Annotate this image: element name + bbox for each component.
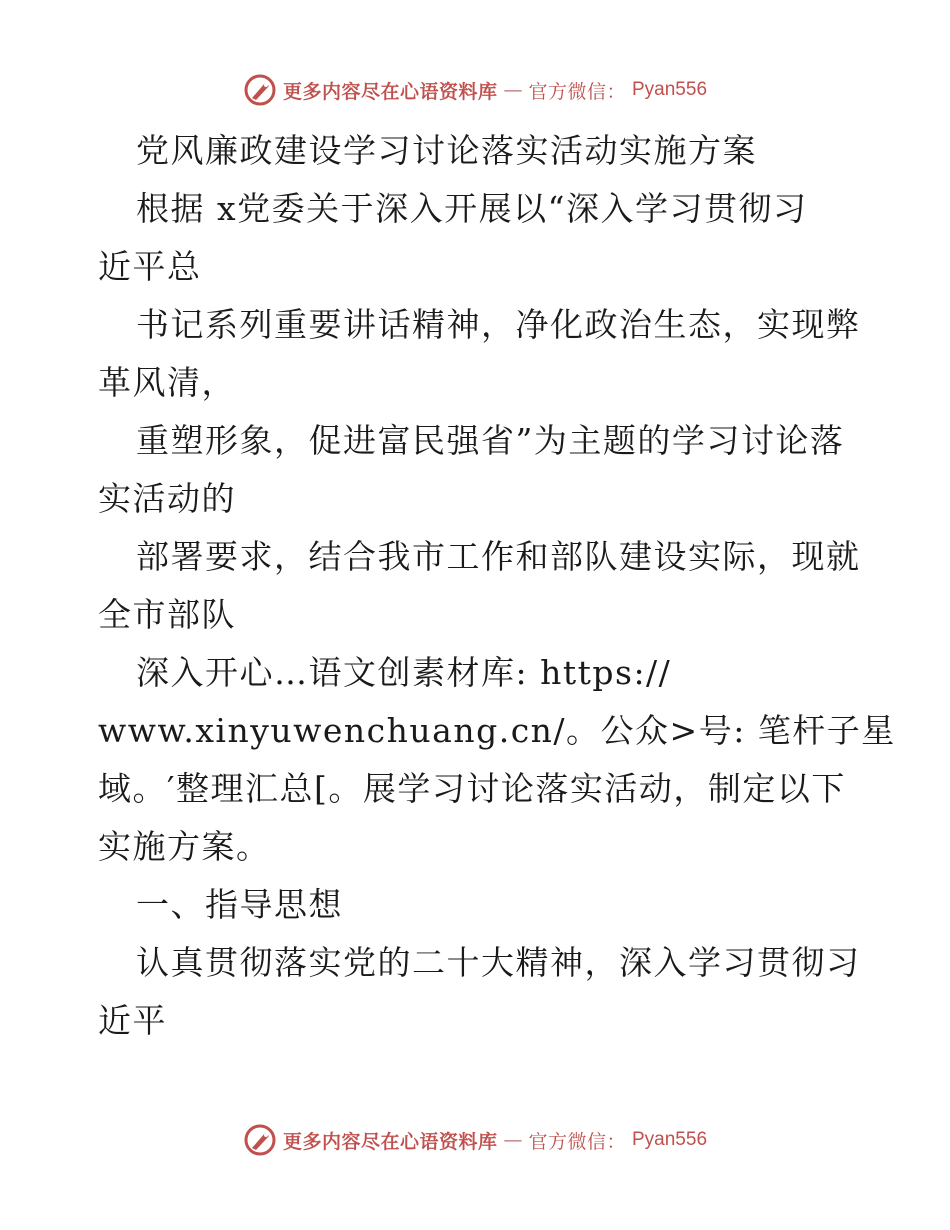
paragraph-line: 书记系列重要讲话精神，净化政治生态，实现弊	[136, 305, 861, 344]
paragraph-line: 域。′整理汇总[。展学习讨论落实活动，制定以下	[98, 769, 846, 808]
paragraph-line: 全市部队	[98, 595, 236, 634]
document-body	[98, 122, 896, 1050]
footer-banner	[0, 1120, 950, 1160]
pen-nib-logo-icon	[243, 73, 277, 107]
footer-account-label: 官方微信：	[528, 1130, 626, 1153]
paragraph-line: 部署要求，结合我市工作和部队建设实际，现就	[136, 537, 861, 576]
footer-separator: —	[503, 1129, 523, 1151]
document-title: 党风廉政建设学习讨论落实活动实施方案	[136, 131, 757, 170]
header-site-text: 更多内容尽在心语资料库	[282, 80, 498, 103]
paragraph-line: 革风清，	[98, 363, 236, 402]
header-account-id: Pyan556	[632, 79, 708, 100]
header-account-label: 官方微信：	[528, 80, 626, 103]
header-separator: —	[503, 79, 523, 101]
paragraph-line: www.xinyuwenchuang.cn/。公众>号: 笔杆子星	[98, 711, 896, 750]
header-banner	[0, 70, 950, 110]
footer-account-id: Pyan556	[632, 1129, 708, 1150]
paragraph-line: 认真贯彻落实党的二十大精神，深入学习贯彻习	[136, 943, 861, 982]
paragraph-line: 根据 x党委关于深入开展以“深入学习贯彻习	[136, 189, 808, 228]
paragraph-line: 近平总	[98, 247, 202, 286]
footer-site-text: 更多内容尽在心语资料库	[282, 1130, 498, 1153]
section-heading: 一、指导思想	[136, 885, 343, 924]
pen-nib-logo-icon	[243, 1123, 277, 1157]
paragraph-line: 实活动的	[98, 479, 236, 518]
paragraph-line: 近平	[98, 1001, 167, 1040]
paragraph-line: 深入开心…语文创素材库: https://	[136, 653, 672, 692]
paragraph-line: 重塑形象，促进富民强省”为主题的学习讨论落	[136, 421, 845, 460]
paragraph-line: 实施方案。	[98, 827, 271, 866]
